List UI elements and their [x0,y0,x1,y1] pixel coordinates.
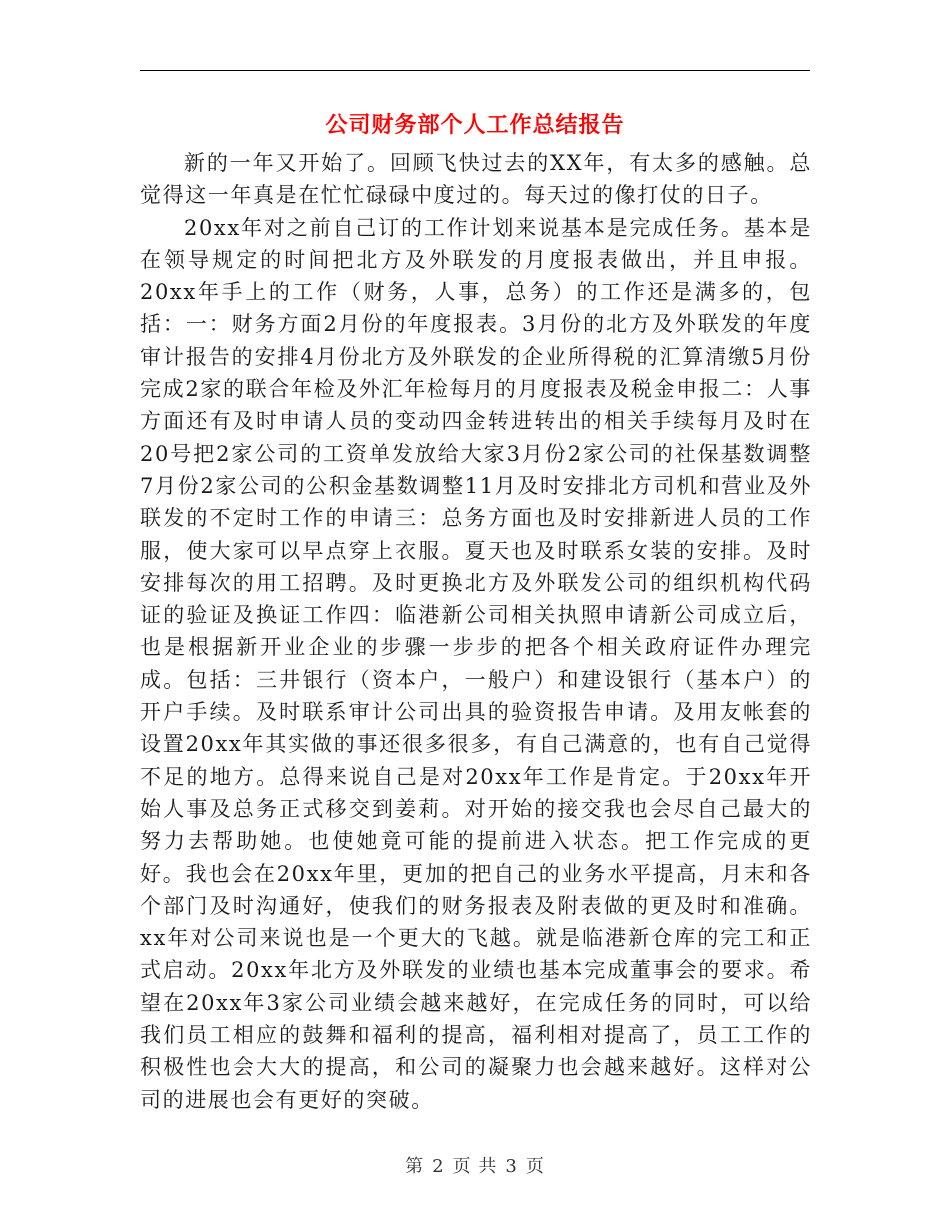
footer-middle: 页 共 [452,1156,498,1177]
document-body [140,147,812,1116]
footer-suffix: 页 [525,1156,545,1177]
document-title: 公司财务部个人工作总结报告 [325,113,625,138]
footer-prefix: 第 [405,1156,425,1177]
footer-total-pages: 3 [505,1156,518,1177]
paragraph-intro: 新的一年又开始了。回顾飞快过去的XX年，有太多的感触。总觉得这一年真是在忙忙碌碌中度过的。每天过的像打仗的日子。 [140,151,812,208]
header-rule [140,70,810,71]
page-footer [0,1152,950,1178]
footer-page-number: 2 [432,1156,445,1177]
paragraph-main: 20xx年对之前自己订的工作计划来说基本是完成任务。基本是在领导规定的时间把北方及外联发的月度报表做出，并且申报。20xx年手上的工作（财务，人事，总务）的工作还是满多的，包括：一：财务方面2月份的年度报表。3月份的北方及外联发的年度审计报告的安排4月份北方及外联发的企业所得税的汇算清缴5月份完成2家的联合年检及外汇年检每月的月度报表及税金申报二：人事方面还有及时申请人员的变动四金转进转出的相关手续每月及时在20号把2家公司的工资单发放给大家3月份2家公司的社保基数调整7月份2家公司的公积金基数调整11月及时安排北方司机和营业及外联发的不定时工作的申请三：总务方面也及时安排新进人员的工作服，使大家可以早点穿上衣服。夏天也及时联系女装的安排。及时安排每次的用工招聘。及时更换北方及外联发公司的组织机构代码证的验证及换证工作四：临港新公司相关执照申请新公司成立后，也是根据新开业企业的步骤一步步的把各个相关政府证件办理完成。包括：三井银行（资本户，一般户）和建设银行（基本户）的开户手续。及时联系审计公司出具的验资报告申请。及用友帐套的设置20xx年其实做的事还很多很多，有自己满意的，也有自己觉得不足的地方。总得来说自己是对20xx年工作是肯定。于20xx年开始人事及总务正式移交到姜莉。对开始的接交我也会尽自己最大的努力去帮助她。也使她竟可能的提前进入状态。把工作完成的更好。我也会在20xx年里，更加的把自己的业务水平提高，月末和各个部门及时沟通好，使我们的财务报表及附表做的更及时和准确。xx年对公司来说也是一个更大的飞越。就是临港新仓库的完工和正式启动。20xx年北方及外联发的业绩也基本完成董事会的要求。希望在20xx年3家公司业绩会越来越好，在完成任务的同时，可以给我们员工相应的鼓舞和福利的提高，福利相对提高了，员工工作的积极性也会大大的提高，和公司的凝聚力也会越来越好。这样对公司的进展也会有更好的突破。 [140,215,812,1112]
